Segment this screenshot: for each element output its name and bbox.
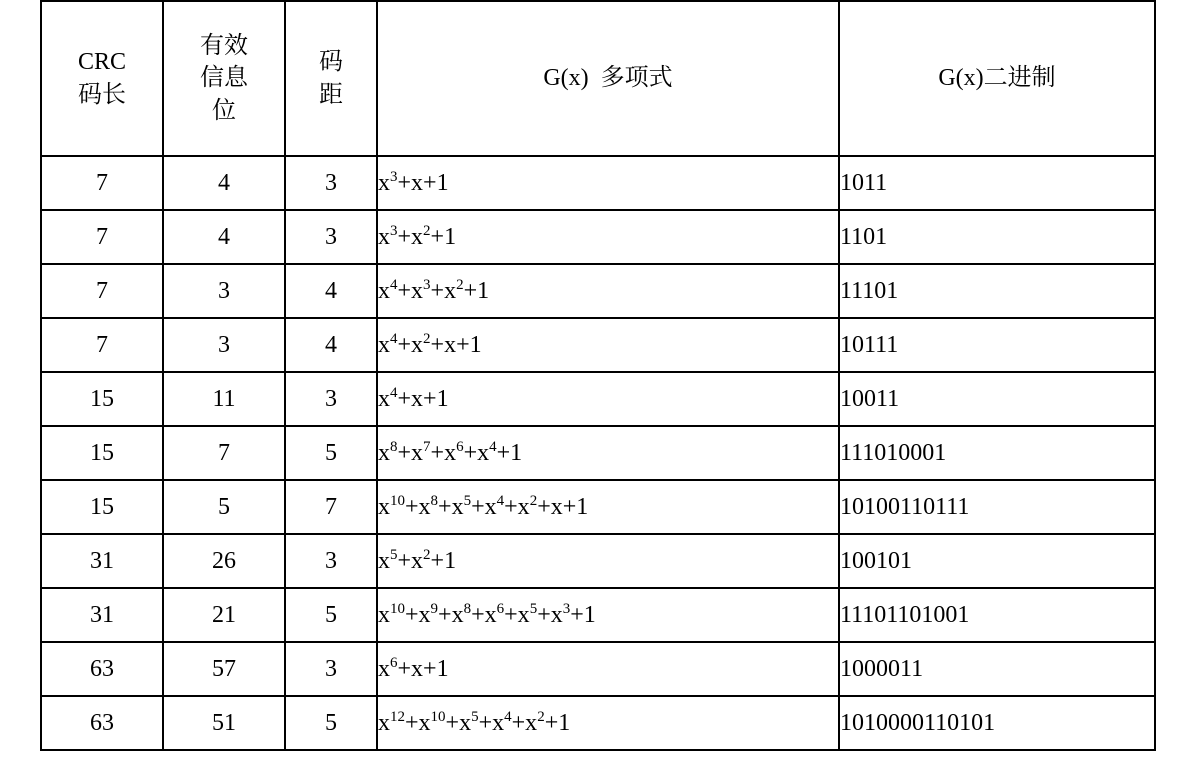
binary-cell: 10111 xyxy=(839,318,1155,372)
polynomial-cell xyxy=(377,534,839,588)
binary-cell: 1011 xyxy=(839,156,1155,210)
poly-term: +x xyxy=(478,709,505,736)
polynomial-cell xyxy=(377,156,839,210)
poly-term: +x xyxy=(471,493,497,520)
table-row xyxy=(41,264,1155,318)
table-row xyxy=(41,480,1155,534)
poly-exponent: 6 xyxy=(456,438,464,455)
info-bits-cell: 4 xyxy=(163,210,285,264)
crc-length-cell: 7 xyxy=(41,156,163,210)
header-code-distance: 码 距 xyxy=(285,1,377,156)
poly-term: +x xyxy=(471,601,497,628)
header-info-bits: 有效 信息 位 xyxy=(163,1,285,156)
poly-exponent: 6 xyxy=(390,654,398,671)
poly-exponent: 10 xyxy=(390,600,405,617)
poly-exponent: 6 xyxy=(496,600,505,617)
info-bits-cell: 26 xyxy=(163,534,285,588)
poly-term: +1 xyxy=(562,493,589,520)
poly-exponent: 5 xyxy=(390,546,398,563)
poly-exponent: 5 xyxy=(529,600,538,617)
crc-length-cell: 31 xyxy=(41,534,163,588)
table-row xyxy=(41,426,1155,480)
poly-term: +x xyxy=(511,709,538,736)
info-bits-cell: 5 xyxy=(163,480,285,534)
code-distance-cell: 5 xyxy=(285,588,377,642)
poly-exponent: 5 xyxy=(471,708,479,725)
code-distance-cell: 5 xyxy=(285,696,377,750)
info-bits-cell: 3 xyxy=(163,318,285,372)
header-polynomial: G(x) 多项式 xyxy=(377,1,839,156)
poly-term: x xyxy=(378,169,390,196)
poly-term: +x xyxy=(397,223,424,250)
poly-term: +x xyxy=(397,439,424,466)
poly-term: +1 xyxy=(430,223,457,250)
poly-term: x xyxy=(378,601,390,628)
poly-term: +1 xyxy=(423,385,449,412)
poly-term: +x xyxy=(537,493,563,520)
poly-exponent: 4 xyxy=(489,438,497,455)
table-row xyxy=(41,642,1155,696)
table-body xyxy=(41,156,1155,750)
poly-exponent: 3 xyxy=(390,168,398,185)
binary-cell: 111010001 xyxy=(839,426,1155,480)
code-distance-cell: 7 xyxy=(285,480,377,534)
table-row xyxy=(41,534,1155,588)
poly-term: +1 xyxy=(456,331,482,358)
table-row xyxy=(41,588,1155,642)
crc-length-cell: 63 xyxy=(41,642,163,696)
info-bits-cell: 11 xyxy=(163,372,285,426)
binary-cell: 11101101001 xyxy=(839,588,1155,642)
poly-exponent: 8 xyxy=(430,492,439,509)
crc-length-cell: 15 xyxy=(41,372,163,426)
poly-term: +x xyxy=(438,601,464,628)
crc-length-cell: 31 xyxy=(41,588,163,642)
crc-length-cell: 63 xyxy=(41,696,163,750)
poly-exponent: 4 xyxy=(390,384,398,401)
binary-cell: 10011 xyxy=(839,372,1155,426)
crc-length-cell: 7 xyxy=(41,210,163,264)
table-row xyxy=(41,210,1155,264)
poly-term: x xyxy=(378,493,390,520)
poly-exponent: 2 xyxy=(456,276,464,293)
poly-exponent: 12 xyxy=(390,708,405,725)
poly-exponent: 2 xyxy=(537,708,545,725)
table-row xyxy=(41,372,1155,426)
poly-term: +x xyxy=(397,277,424,304)
table-row xyxy=(41,318,1155,372)
poly-term: +x xyxy=(397,547,424,574)
poly-exponent: 2 xyxy=(423,222,431,239)
poly-term: +1 xyxy=(570,601,596,628)
poly-exponent: 3 xyxy=(390,222,398,239)
poly-term: +x xyxy=(397,655,424,682)
poly-exponent: 7 xyxy=(423,438,431,455)
poly-exponent: 4 xyxy=(390,276,398,293)
info-bits-cell: 51 xyxy=(163,696,285,750)
poly-term: +x xyxy=(430,439,457,466)
poly-term: x xyxy=(378,385,390,412)
poly-term: x xyxy=(378,223,390,250)
polynomial-cell xyxy=(377,264,839,318)
poly-term: +1 xyxy=(544,709,571,736)
polynomial-cell xyxy=(377,318,839,372)
poly-term: +x xyxy=(504,493,530,520)
crc-length-cell: 7 xyxy=(41,318,163,372)
poly-term: +x xyxy=(405,493,431,520)
crc-length-cell: 15 xyxy=(41,426,163,480)
poly-term: +1 xyxy=(430,547,457,574)
poly-term: +x xyxy=(397,385,424,412)
poly-term: x xyxy=(378,709,390,736)
poly-term: x xyxy=(378,547,390,574)
poly-term: +x xyxy=(537,601,563,628)
poly-term: +x xyxy=(504,601,530,628)
info-bits-cell: 57 xyxy=(163,642,285,696)
poly-term: +x xyxy=(397,331,424,358)
code-distance-cell: 3 xyxy=(285,156,377,210)
polynomial-cell xyxy=(377,642,839,696)
crc-length-cell: 7 xyxy=(41,264,163,318)
polynomial-cell xyxy=(377,588,839,642)
code-distance-cell: 5 xyxy=(285,426,377,480)
poly-exponent: 2 xyxy=(423,546,431,563)
poly-term: x xyxy=(378,331,390,358)
poly-term: +x xyxy=(445,709,472,736)
poly-exponent: 8 xyxy=(463,600,472,617)
crc-polynomial-table xyxy=(40,0,1156,751)
poly-term: +x xyxy=(430,277,457,304)
poly-term: +x xyxy=(405,601,431,628)
poly-term: x xyxy=(378,277,390,304)
poly-term: +1 xyxy=(423,169,449,196)
info-bits-cell: 3 xyxy=(163,264,285,318)
poly-term: +1 xyxy=(496,439,523,466)
poly-exponent: 10 xyxy=(430,708,446,725)
poly-exponent: 4 xyxy=(496,492,505,509)
poly-exponent: 8 xyxy=(390,438,398,455)
header-binary: G(x)二进制 xyxy=(839,1,1155,156)
polynomial-cell xyxy=(377,372,839,426)
binary-cell: 1101 xyxy=(839,210,1155,264)
header-crc-length: CRC 码长 xyxy=(41,1,163,156)
poly-term: +x xyxy=(430,331,457,358)
poly-term: +1 xyxy=(423,655,449,682)
poly-exponent: 9 xyxy=(430,600,439,617)
poly-term: +x xyxy=(438,493,464,520)
code-distance-cell: 4 xyxy=(285,318,377,372)
poly-term: +x xyxy=(463,439,490,466)
code-distance-cell: 3 xyxy=(285,210,377,264)
info-bits-cell: 7 xyxy=(163,426,285,480)
table-row xyxy=(41,156,1155,210)
polynomial-cell xyxy=(377,480,839,534)
binary-cell: 100101 xyxy=(839,534,1155,588)
code-distance-cell: 3 xyxy=(285,642,377,696)
poly-exponent: 3 xyxy=(423,276,431,293)
poly-exponent: 3 xyxy=(562,600,571,617)
poly-term: x xyxy=(378,439,390,466)
binary-cell: 10100110111 xyxy=(839,480,1155,534)
poly-exponent: 2 xyxy=(529,492,538,509)
poly-exponent: 2 xyxy=(423,330,431,347)
poly-term: x xyxy=(378,655,390,682)
binary-cell: 1000011 xyxy=(839,642,1155,696)
poly-exponent: 4 xyxy=(390,330,398,347)
poly-exponent: 4 xyxy=(504,708,512,725)
poly-exponent: 5 xyxy=(463,492,472,509)
polynomial-cell xyxy=(377,426,839,480)
code-distance-cell: 4 xyxy=(285,264,377,318)
binary-cell: 1010000110101 xyxy=(839,696,1155,750)
poly-term: +1 xyxy=(463,277,490,304)
code-distance-cell: 3 xyxy=(285,372,377,426)
code-distance-cell: 3 xyxy=(285,534,377,588)
poly-term: +x xyxy=(405,709,431,736)
binary-cell: 11101 xyxy=(839,264,1155,318)
polynomial-cell xyxy=(377,696,839,750)
table-row xyxy=(41,696,1155,750)
info-bits-cell: 4 xyxy=(163,156,285,210)
poly-term: +x xyxy=(397,169,424,196)
crc-length-cell: 15 xyxy=(41,480,163,534)
header-row xyxy=(41,1,1155,156)
polynomial-cell xyxy=(377,210,839,264)
info-bits-cell: 21 xyxy=(163,588,285,642)
poly-exponent: 10 xyxy=(390,492,405,509)
